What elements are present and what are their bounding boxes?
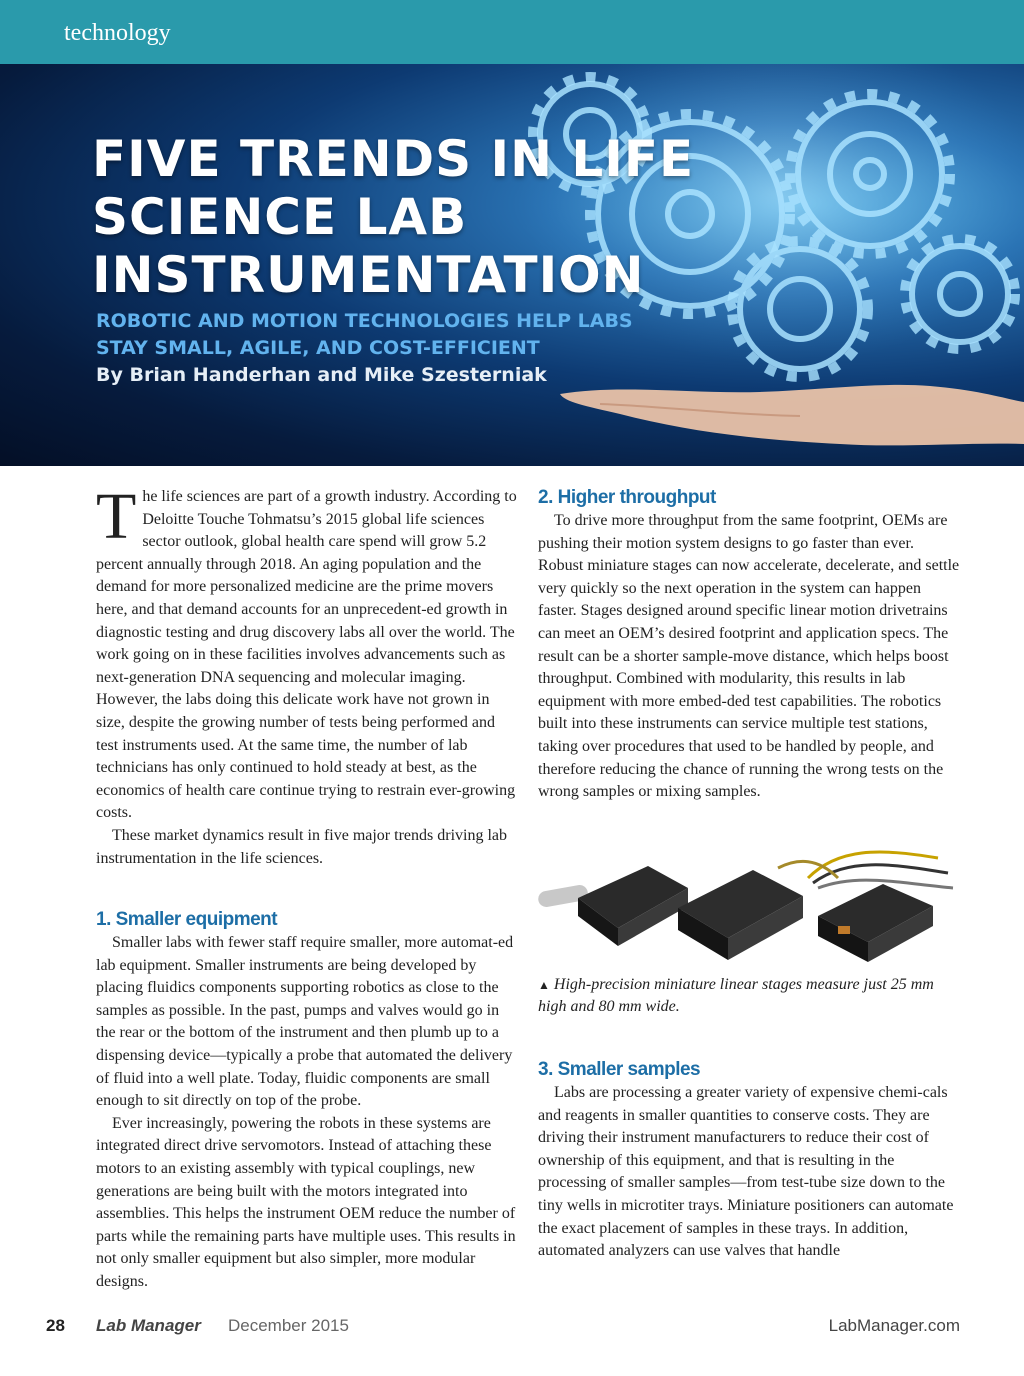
page-number: 28	[46, 1316, 65, 1335]
website-url: LabManager.com	[828, 1316, 960, 1335]
paragraph: Smaller labs with fewer staff require smaller, more automat-ed lab equipment. Smaller instruments are being developed by placing fluidics components supporting robotics as close to the samples as possible. In the past, pumps and valves would go in the rear or the bottom of the instrument and then plumb up to a dispensing device—typically a probe that automated the delivery of fluid into a well plate. Today, fluidic components are small enough to sit directly on top of the probe.	[96, 934, 514, 1110]
caption-text: High-precision miniature linear stages measure just 25 mm high and 80 mm wide.	[538, 976, 934, 1015]
article-subtitle: ROBOTIC AND MOTION TECHNOLOGIES HELP LABS STAY SMALL, AGILE, AND COST-EFFICIENT	[96, 310, 633, 359]
section-heading-smaller-equipment: 1. Smaller equipment	[96, 909, 278, 931]
page-footer	[0, 1308, 1024, 1348]
intro-text: he life sciences are part of a growth industry. According to Deloitte Touche Tohmatsu’s 2015 global life sciences sector outlook, global health care spend will grow 5.2 percent annually through 2018. An aging population and the demand for more personalized medicine are the prime movers here, and that demand accounts for an unprecedent-ed growth in diagnostic testing and drug discovery labs all over the world. The work going on in these facilities involves advancements such as next-generation DNA sequencing and molecular imaging. However, the labs doing this delicate work have not grown in size, despite the growing number of tests being performed and test instruments used. At the same time, the number of lab technicians has only continued to hold steady at best, as the economics of health care continue trying to restrain ever-growing costs.	[96, 488, 517, 822]
section-heading-higher-throughput: 2. Higher throughput	[538, 487, 716, 508]
section-label: technology	[64, 20, 171, 46]
drop-cap: T	[96, 480, 137, 553]
caret-up-icon: ▲	[538, 978, 550, 992]
section-banner	[0, 0, 1024, 64]
magazine-name: Lab Manager	[96, 1316, 201, 1335]
paragraph: Ever increasingly, powering the robots in these systems are integrated direct drive servomotors. Instead of attaching these motors to an existing assembly with typical couplings, new generations are being built with the motors integrated into assemblies. This helps the instrument OEM reduce the number of parts while the remaining parts have multiple uses. This results in not only smaller equipment but also simpler, more modular designs.	[96, 1114, 516, 1290]
article-byline: By Brian Handerhan and Mike Szesterniak	[96, 364, 547, 386]
issue-date: December 2015	[228, 1316, 349, 1335]
intro-paragraph	[96, 480, 520, 825]
column-left	[96, 480, 520, 1294]
section-heading-smaller-samples: 3. Smaller samples	[538, 1059, 701, 1080]
photo-caption	[538, 974, 958, 1018]
article-title: FIVE TRENDS IN LIFE SCIENCE LAB INSTRUMENTATION	[92, 130, 695, 304]
linear-stages-photo	[538, 838, 958, 968]
paragraph: These market dynamics result in five major trends driving lab instrumentation in the life sciences.	[96, 826, 507, 867]
hero-banner	[0, 64, 1024, 466]
column-right-lower	[538, 1058, 962, 1263]
column-right	[538, 486, 962, 804]
paragraph: To drive more throughput from the same footprint, OEMs are pushing their motion system designs to go faster than ever. Robust miniature stages can now accelerate, decelerate, and settle very quickly so the next operation in the system can happen faster. Stages designed around specific linear motion drivetrains can meet an OEM’s desired footprint and application specs. The result can be a shorter sample-move distance, which helps boost throughput. Combined with modularity, this results in lab equipment with more embed-ded test capabilities. The robotics built into these instruments can service multiple test stations, taking over procedures that used to be handled by people, and therefore reducing the chance of running the wrong tests on the wrong samples or mixing samples.	[538, 512, 960, 801]
paragraph: Labs are processing a greater variety of expensive chemi-cals and reagents in smaller quantities to conserve costs. They are driving their instrument manufacturers to reduce their cost of ownership of this equipment, and that is resulting in the processing of smaller samples—from test-tube size down to the tiny wells in microtiter trays. Miniature positioners can automate the exact placement of samples in these trays. In addition, automated analyzers can use valves that handle	[538, 1084, 954, 1260]
